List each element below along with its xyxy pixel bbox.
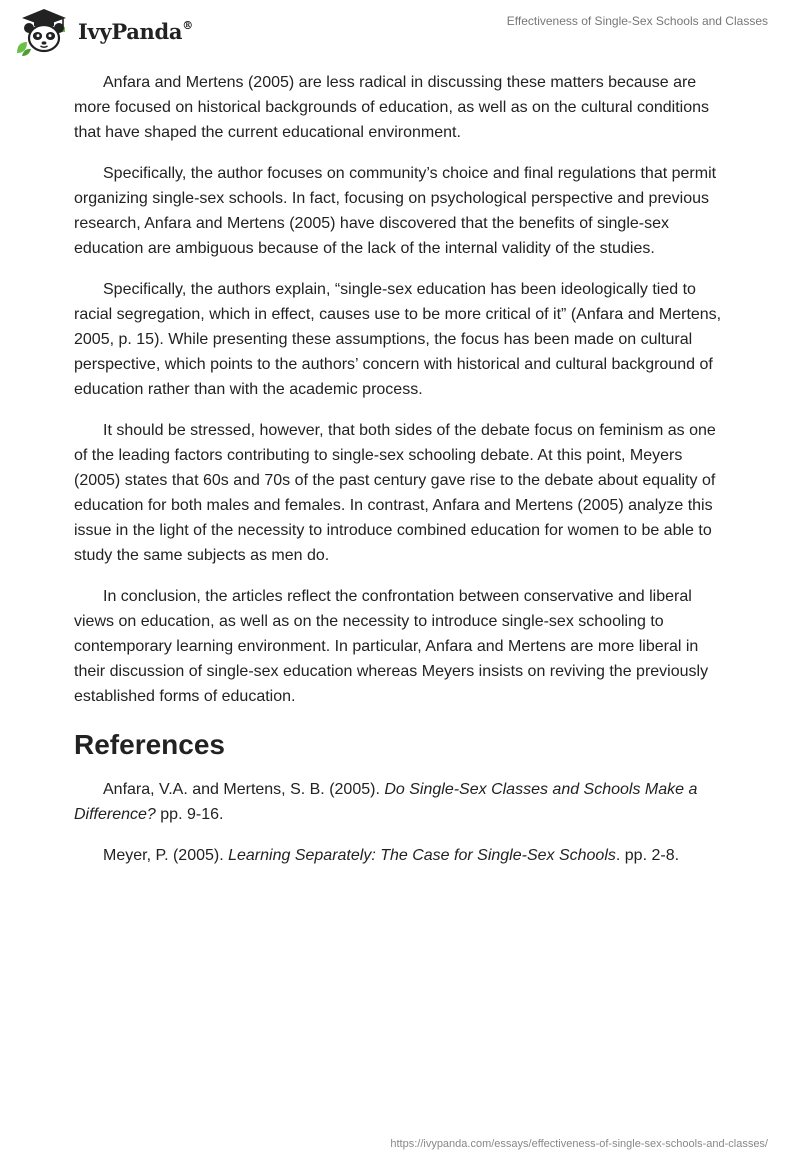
registered-mark: ® [182,19,193,32]
essay-paragraph-1: Anfara and Mertens (2005) are less radical in discussing these matters because are more focused on historical backgrounds of education, as well as on the cultural conditions that have shaped the current educational environment. [74,74,710,141]
document-title: Effectiveness of Single-Sex Schools and Classes [506,14,768,28]
essay-paragraph-2: Specifically, the author focuses on community’s choice and final regulations that permit organizing single-sex schools. In fact, focusing on psychological perspective and previous research, Anfara and Mertens (2005) have discovered that the benefits of single-sex education are ambiguous because of the lack of the internal validity of the studies. [74,165,717,257]
references-heading: References [74,729,225,760]
brand-name [78,19,193,44]
panda-graduate-icon [14,6,74,58]
reference-title: Do Single-Sex Classes and Schools Make a Difference? [74,781,698,823]
ivypanda-logo[interactable] [14,6,214,58]
essay-paragraph-3: Specifically, the authors explain, “single-sex education has been ideologically tied to racial segregation, which in effect, causes use to be more critical of it” (Anfara and Mertens, 2005, p. 15). While presenting these assumptions, the focus has been made on cultural perspective, which points to the authors’ concern with historical and cultural background of education rather than with the academic process. [74,281,722,398]
reference-authors: Meyer, P. (2005). [103,847,229,864]
reference-item [74,843,729,868]
reference-item [74,777,729,827]
essay-body [74,70,729,884]
brand-name-text: IvyPanda [78,19,183,44]
essay-paragraph-5: In conclusion, the articles reflect the confrontation between conservative and liberal views on education, as well as on the necessity to introduce single-sex schooling to contemporary learning environment. In particular, Anfara and Mertens are more liberal in their discussion of single-sex education whereas Meyers insists on reviving the previously established forms of education. [74,588,709,705]
reference-title: Learning Separately: The Case for Single-Sex Schools [228,847,616,864]
reference-pages: pp. 9-16. [155,806,224,823]
reference-authors: Anfara, V.A. and Mertens, S. B. (2005). [103,781,385,798]
source-url[interactable]: https://ivypanda.com/essays/effectiveness-of-single-sex-schools-and-classes/ [390,1138,768,1150]
reference-pages: . pp. 2-8. [615,847,680,864]
essay-paragraph-4: It should be stressed, however, that both sides of the debate focus on feminism as one of the leading factors contributing to single-sex schooling debate. At this point, Meyers (2005) states that 60s and 70s of the past century gave rise to the debate about equality of education for both males and females. In contrast, Anfara and Mertens (2005) analyze this issue in the light of the necessity to introduce combined education for women to be able to study the same subjects as men do. [74,422,716,564]
